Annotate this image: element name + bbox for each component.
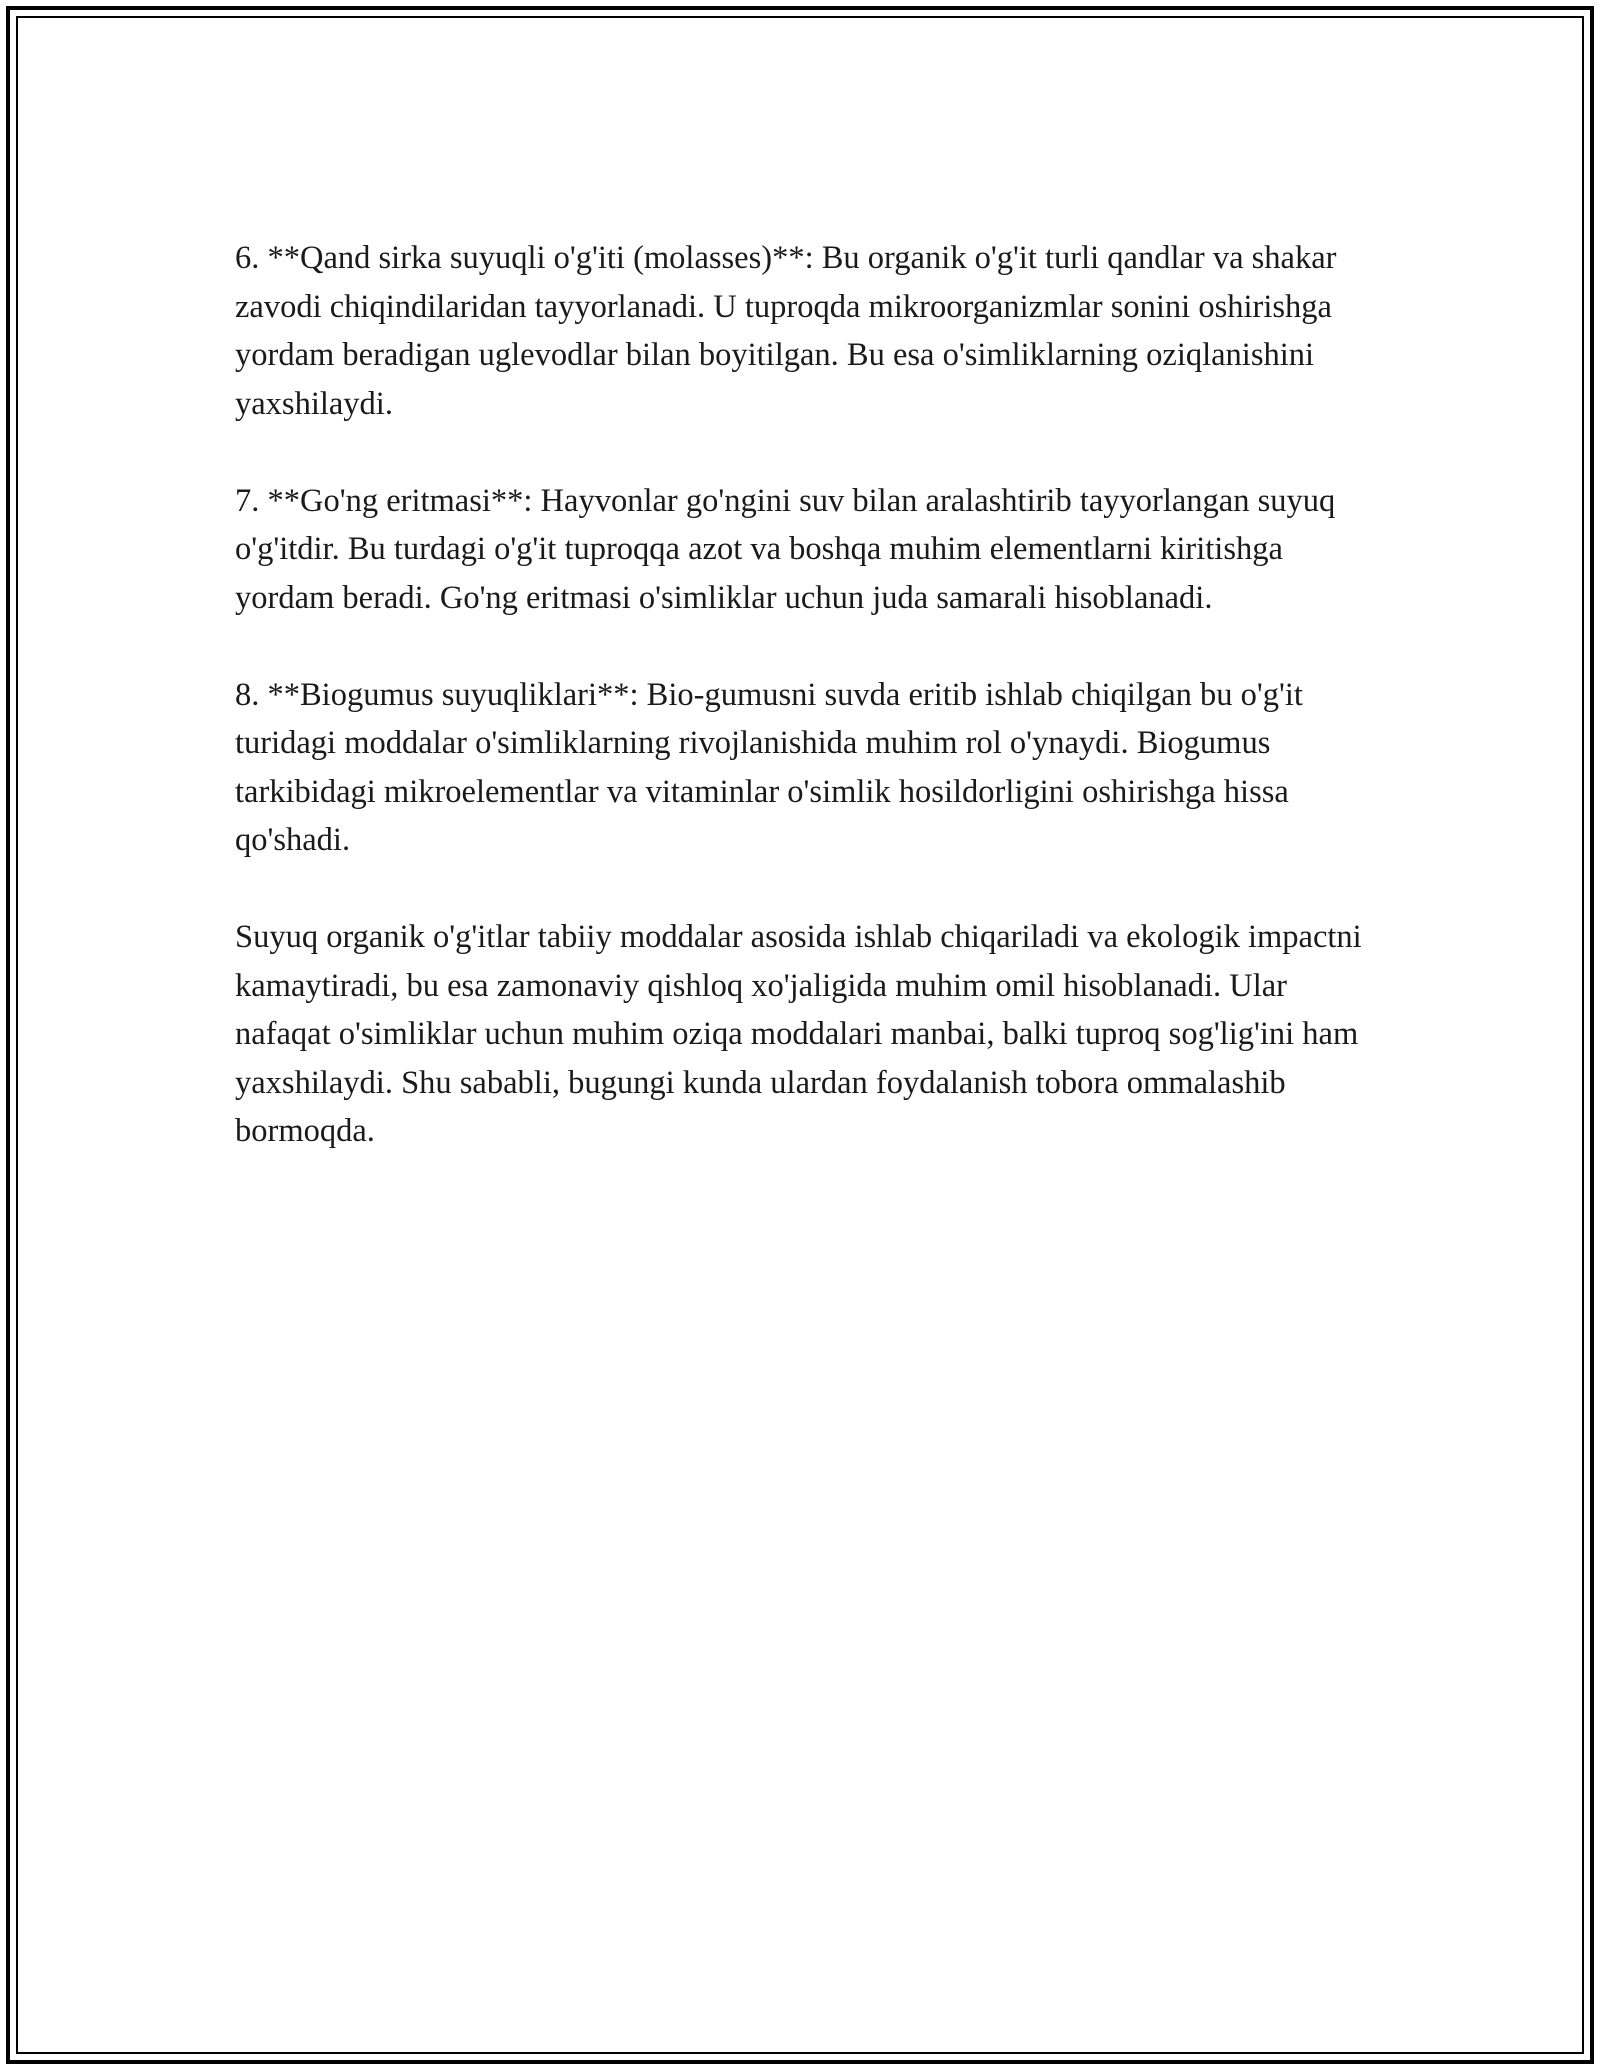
paragraph-item-8: 8. **Biogumus suyuqliklari**: Bio-gumusni suvda eritib ishlab chiqilgan bu o'g'it turidagi moddalar o'simliklarning rivojlanishida muhim rol o'ynaydi. Biogumus tarkibidagi mikroelementlar va vitaminlar o'simlik hosildorligini oshirishga hissa qo'shadi. (235, 676, 1303, 858)
paragraph-item-7: 7. **Go'ng eritmasi**: Hayvonlar go'ngini suv bilan aralashtirib tayyorlangan suyuq o'g'itdir. Bu turdagi o'g'it tuproqqa azot va boshqa muhim elementlarni kiritishga yordam beradi. Go'ng eritmasi o'simliklar uchun juda samarali hisoblanadi. (235, 482, 1336, 616)
paragraph-item-6: 6. **Qand sirka suyuqli o'g'iti (molasses)**: Bu organik o'g'it turli qandlar va shakar zavodi chiqindilaridan tayyorlanadi. U tuproqda mikroorganizmlar sonini oshirishga yordam beradigan uglevodlar bilan boyitilgan. Bu esa o'simliklarning oziqlanishini yaxshilaydi. (235, 240, 1337, 422)
paragraph-conclusion: Suyuq organik o'g'itlar tabiiy moddalar asosida ishlab chiqariladi va ekologik impactni kamaytiradi, bu esa zamonaviy qishloq xo'jaligida muhim omil hisoblanadi. Ular nafaqat o'simliklar uchun muhim oziqa moddalari manbai, balki tuproq sog'lig'ini ham yaxshilaydi. Shu sababli, bugungi kunda ulardan foydalanish tobora ommalashib bormoqda. (235, 919, 1362, 1149)
document-body (235, 234, 1375, 1204)
